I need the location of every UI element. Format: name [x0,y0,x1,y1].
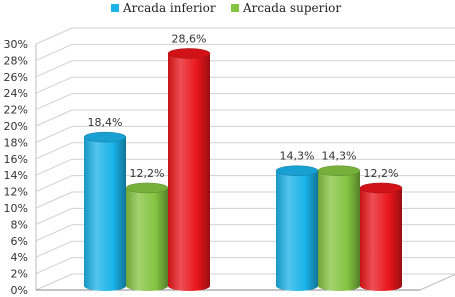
data-label: 12,2% [129,166,165,180]
gridline-diagonal [36,159,72,175]
gridline-diagonal [36,176,72,192]
bar-body [276,171,318,291]
y-tick-label: 30% [3,38,28,51]
bar-top [126,183,168,193]
bar-top [318,166,360,176]
gridline-diagonal [36,126,72,142]
gridline-diagonal [36,28,72,44]
y-tick-label: 26% [3,70,28,84]
legend-label: Arcada superior [243,1,342,15]
bar-body [84,137,126,291]
bar-top [168,48,210,58]
gridline-diagonal [36,143,72,159]
y-tick-label: 8% [10,218,28,232]
y-tick-label: 0% [10,284,28,297]
gridline-diagonal [36,110,72,126]
y-tick-label: 18% [3,136,28,150]
bar-top [84,132,126,142]
gridline-diagonal [36,77,72,93]
y-tick-label: 24% [3,87,28,101]
gridline-diagonal [36,94,72,110]
data-label: 28,6% [171,32,207,46]
bar-top [276,166,318,176]
y-tick-label: 28% [3,54,28,68]
data-label: 18,4% [87,116,123,130]
gridline-diagonal [36,44,72,60]
data-label: 14,3% [279,149,315,163]
y-tick-label: 12% [3,185,28,199]
y-tick-label: 14% [3,169,28,183]
y-tick-labels [4,38,28,297]
y-tick-label: 10% [3,202,28,215]
gridline-diagonal [36,61,72,77]
bars [84,32,402,291]
gridline-diagonal [36,241,72,257]
gridline-diagonal [36,274,72,290]
gridline-diagonal [36,208,72,224]
y-tick-label: 6% [10,234,28,248]
bar-body [318,171,360,291]
legend-label: Arcada inferior [123,1,216,15]
bar-body [168,53,210,291]
floor-edge [420,274,455,290]
gridline-diagonal [36,225,72,241]
gridline-diagonal [36,192,72,208]
bar-body [360,188,402,291]
y-tick-label: 4% [10,251,28,265]
y-tick-label: 22% [3,103,28,117]
gridline-diagonal [36,258,72,274]
y-tick-label: 16% [3,152,28,166]
data-label: 14,3% [321,149,357,163]
y-tick-label: 2% [10,267,28,281]
data-label: 12,2% [363,166,399,180]
y-tick-label: 20% [3,120,28,133]
bar-top [360,183,402,193]
bar-body [126,188,168,291]
